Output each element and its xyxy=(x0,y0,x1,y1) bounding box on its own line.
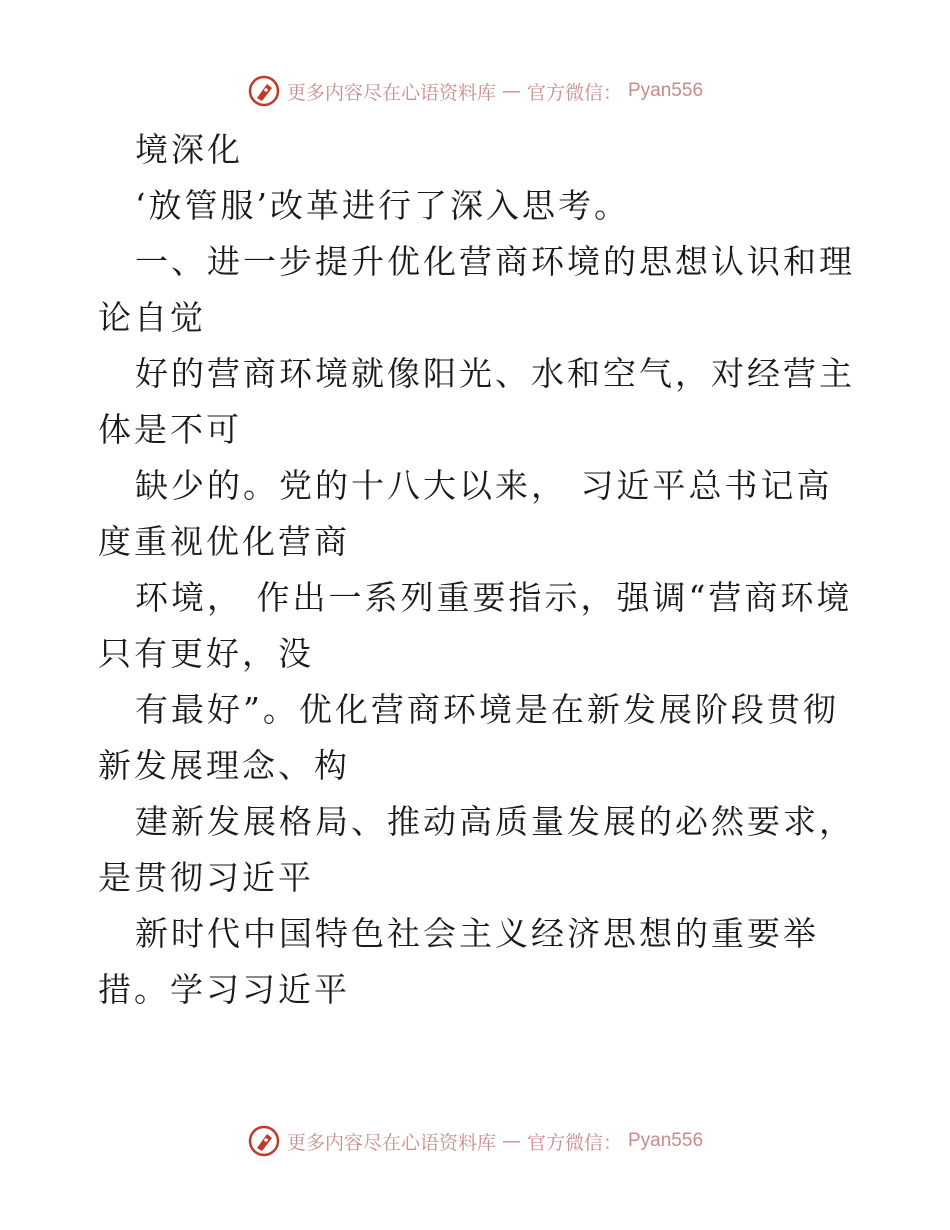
watermark-account-label: 官方微信： xyxy=(526,1131,622,1154)
header-watermark xyxy=(0,74,950,108)
watermark-separator: — xyxy=(501,1130,521,1152)
pen-nib-logo-icon xyxy=(247,74,281,108)
section-heading: 一、进一步提升优化营商环境的思想认识和理论自觉 xyxy=(98,242,855,337)
watermark-account: Pyan556 xyxy=(628,80,704,101)
paragraph: 好的营商环境就像阳光、水和空气，对经营主体是不可 xyxy=(98,354,855,449)
pen-nib-logo-icon xyxy=(247,1124,281,1158)
paragraph: 缺少的。党的十八大以来， 习近平总书记高度重视优化营商 xyxy=(98,466,833,561)
paragraph: 建新发展格局、推动高质量发展的必然要求， 是贯彻习近平 xyxy=(98,802,855,897)
watermark-brand: 更多内容尽在心语资料库 xyxy=(286,81,496,104)
paragraph: 有最好”。优化营商环境是在新发展阶段贯彻新发展理念、构 xyxy=(98,690,839,785)
watermark-separator: — xyxy=(501,80,521,102)
paragraph: ‘放管服’改革进行了深入思考。 xyxy=(135,186,630,225)
paragraph: 新时代中国特色社会主义经济思想的重要举措。学习习近平 xyxy=(98,914,819,1009)
footer-watermark xyxy=(0,1124,950,1158)
watermark-brand: 更多内容尽在心语资料库 xyxy=(286,1131,496,1154)
document-body xyxy=(98,122,858,1018)
watermark-account: Pyan556 xyxy=(628,1130,704,1151)
paragraph: 环境， 作出一系列重要指示，强调“营商环境只有更好，没 xyxy=(98,578,853,673)
watermark-account-label: 官方微信： xyxy=(526,81,622,104)
paragraph: 境深化 xyxy=(135,130,243,169)
